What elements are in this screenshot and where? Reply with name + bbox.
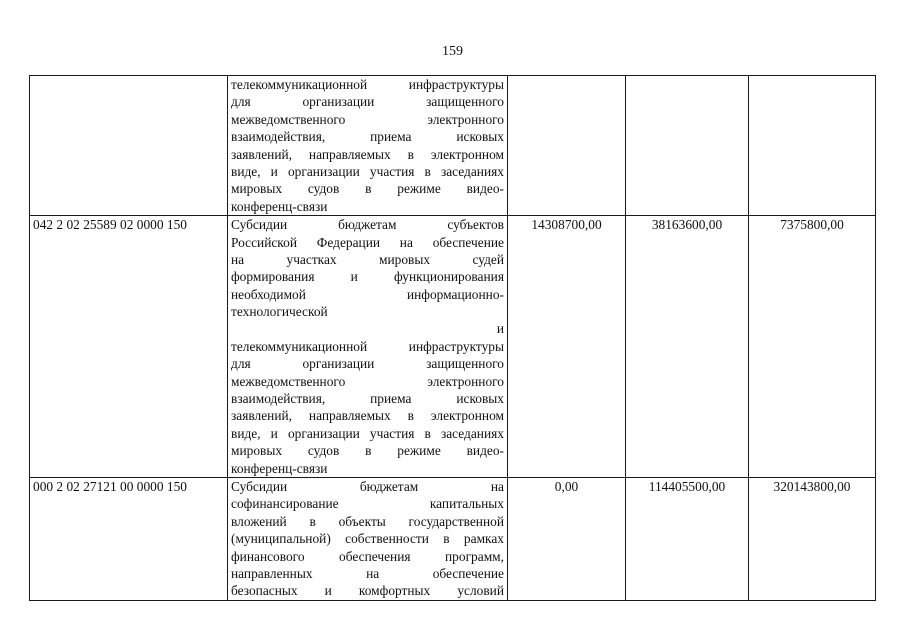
budget-revenue-table xyxy=(29,75,876,601)
amount-cell-3: 320143800,00 xyxy=(749,477,876,600)
description-line: безопасных и комфортных условий xyxy=(231,583,504,599)
description-line: конференц-связи xyxy=(231,198,328,214)
amount-cell-3: 7375800,00 xyxy=(749,216,876,478)
budget-code-cell: 042 2 02 25589 02 0000 150 xyxy=(30,216,228,478)
description-cell xyxy=(228,477,508,600)
description-line: Российской Федерации на обеспечение xyxy=(231,234,504,250)
amount-cell-1: 0,00 xyxy=(508,477,626,600)
description-cell xyxy=(228,76,508,216)
amount-cell-2: 38163600,00 xyxy=(626,216,749,478)
amount-cell-2 xyxy=(626,76,749,216)
description-line: взаимодействия, приема исковых xyxy=(231,129,504,145)
description-line: мировых судов в режиме видео- xyxy=(231,443,504,459)
description-line: Субсидии бюджетам субъектов xyxy=(231,217,504,233)
description-line: межведомственного электронного xyxy=(231,111,504,127)
description-line: телекоммуникационной инфраструктуры xyxy=(231,338,504,354)
amount-cell-3 xyxy=(749,76,876,216)
description-line: виде, и организации участия в заседаниях xyxy=(231,425,504,441)
description-cell xyxy=(228,216,508,478)
description-line: мировых судов в режиме видео- xyxy=(231,181,504,197)
description-line: технологической xyxy=(231,304,328,320)
description-line: формирования и функционирования xyxy=(231,269,504,285)
amount-cell-1 xyxy=(508,76,626,216)
description-line: телекоммуникационной инфраструктуры xyxy=(231,77,504,92)
description-line: необходимой информационно- xyxy=(231,286,504,302)
description-line: направленных на обеспечение xyxy=(231,565,504,581)
description-line: софинансирование капитальных xyxy=(231,496,504,512)
table-row xyxy=(30,477,876,600)
budget-code-cell xyxy=(30,76,228,216)
amount-cell-1: 14308700,00 xyxy=(508,216,626,478)
amount-cell-2: 114405500,00 xyxy=(626,477,749,600)
description-line: для организации защищенного xyxy=(231,94,504,110)
description-line: и xyxy=(496,321,504,337)
description-line: (муниципальной) собственности в рамках xyxy=(231,531,504,547)
description-line: заявлений, направляемых в электронном xyxy=(231,408,504,424)
description-line: для организации защищенного xyxy=(231,356,504,372)
description-line: вложений в объекты государственной xyxy=(231,513,504,529)
description-line: межведомственного электронного xyxy=(231,373,504,389)
description-line: на участках мировых судей xyxy=(231,251,504,267)
description-line: заявлений, направляемых в электронном xyxy=(231,146,504,162)
table-row xyxy=(30,76,876,216)
description-line: конференц-связи xyxy=(231,460,328,476)
table-row xyxy=(30,216,876,478)
description-line: виде, и организации участия в заседаниях xyxy=(231,163,504,179)
description-line: Субсидии бюджетам на xyxy=(231,478,504,494)
description-line: взаимодействия, приема исковых xyxy=(231,391,504,407)
description-line: финансового обеспечения программ, xyxy=(231,548,504,564)
page-number: 159 xyxy=(442,44,463,59)
budget-code-cell: 000 2 02 27121 00 0000 150 xyxy=(30,477,228,600)
